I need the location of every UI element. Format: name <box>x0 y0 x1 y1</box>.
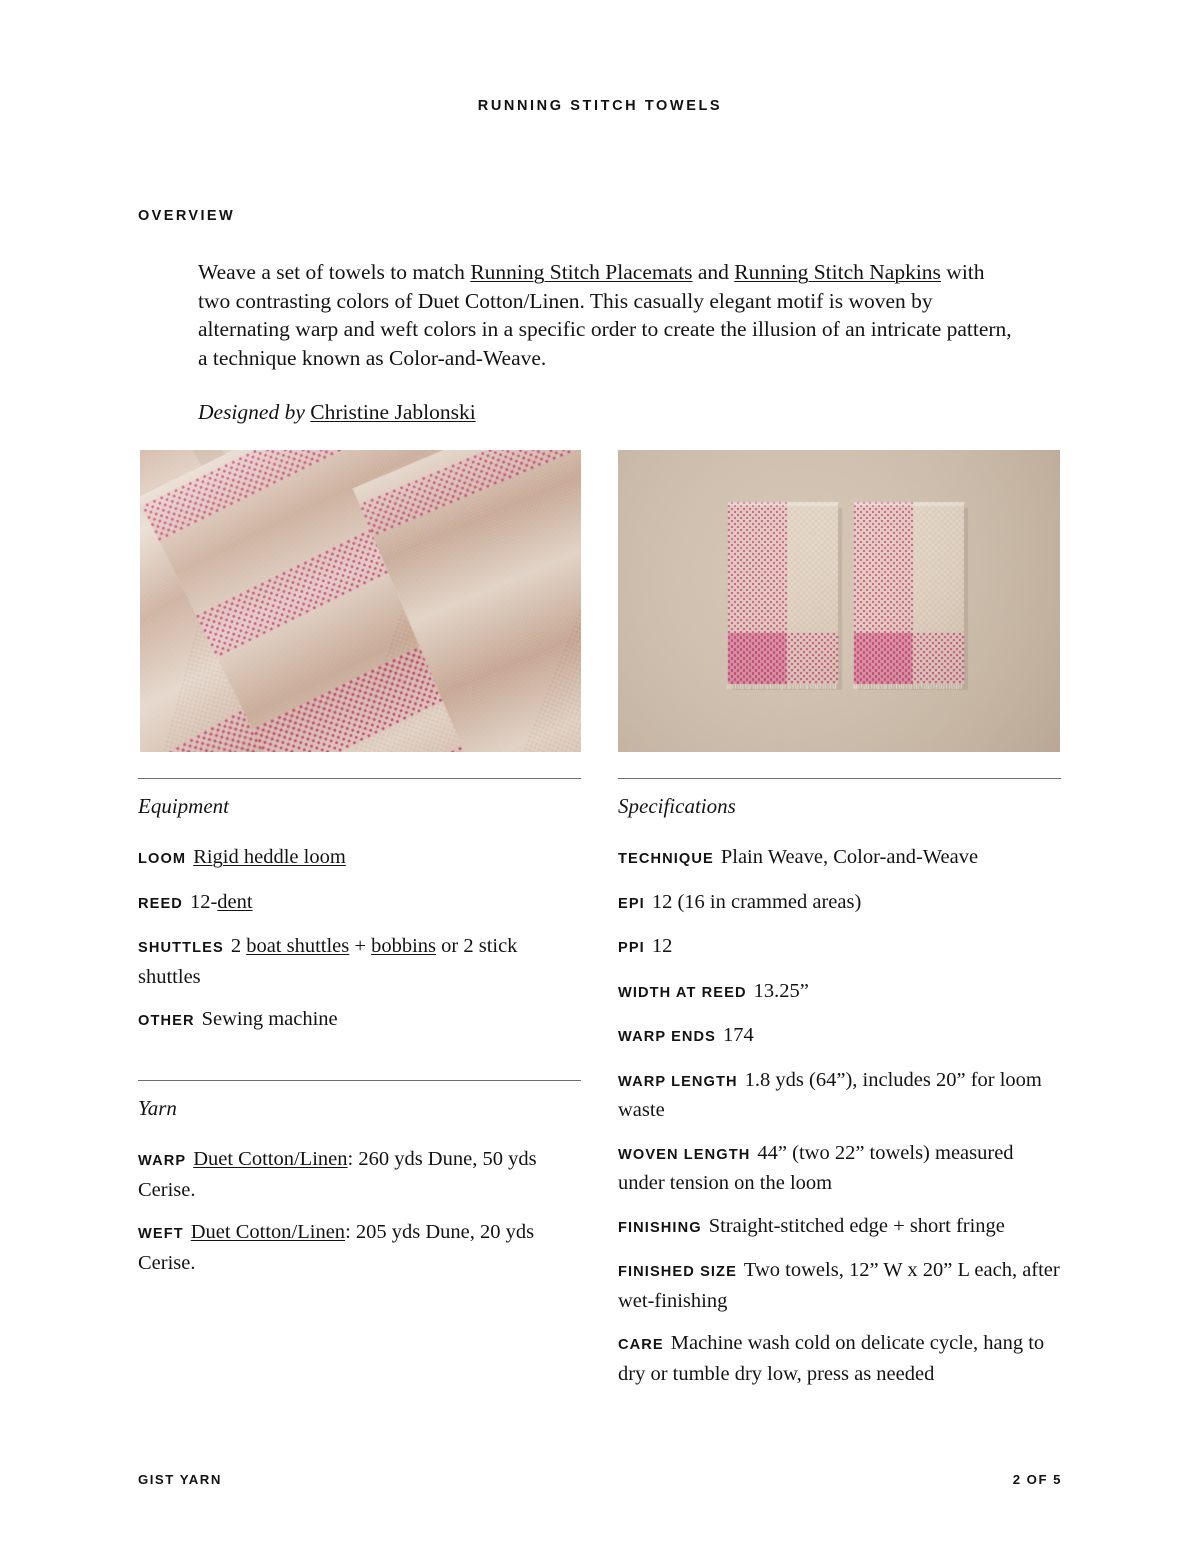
left-column <box>138 0 581 1553</box>
page-title: RUNNING STITCH TOWELS <box>477 98 723 114</box>
inline-link[interactable]: Duet Cotton/Linen <box>193 1148 348 1170</box>
yarn-title: Yarn <box>138 1096 177 1120</box>
inline-text: or 2 stick shuttles <box>138 935 518 988</box>
inline-text: 13.25” <box>753 979 809 1002</box>
spec-value <box>723 1024 754 1046</box>
yarn-block <box>138 1080 581 1277</box>
spec-label: WIDTH AT REED <box>618 984 747 1001</box>
spec-value <box>138 1148 537 1201</box>
inline-text: 12 <box>651 935 673 957</box>
document-footer <box>138 1472 1062 1487</box>
inline-link[interactable]: boat shuttles <box>246 935 350 957</box>
spec-value <box>618 1332 1044 1385</box>
specifications-title: Specifications <box>618 794 736 818</box>
inline-link[interactable]: Duet Cotton/Linen <box>190 1221 346 1243</box>
footer-page-number: 2 OF 5 <box>1012 1472 1062 1487</box>
inline-text: 2 <box>230 935 247 957</box>
spec-value <box>138 1221 534 1274</box>
inline-link[interactable]: dent <box>217 890 253 913</box>
spec-row <box>618 1066 1061 1125</box>
spec-label: SHUTTLES <box>138 940 224 956</box>
specifications-block <box>618 778 1061 1388</box>
inline-text: 1.8 yds (64”), includes 20” for loom waste <box>618 1068 1042 1121</box>
spec-row <box>138 1218 581 1277</box>
footer-brand: GIST YARN <box>138 1472 222 1487</box>
inline-text: : 205 yds Dune, 20 yds Cerise. <box>138 1221 535 1274</box>
spec-label: WARP LENGTH <box>618 1073 738 1090</box>
inline-text: + <box>349 935 372 957</box>
spec-value <box>652 935 673 957</box>
spec-row <box>618 932 1061 963</box>
spec-row <box>618 1329 1061 1388</box>
spec-value <box>652 891 861 913</box>
inline-text: and <box>692 260 735 284</box>
spec-value <box>193 846 346 868</box>
equipment-title: Equipment <box>138 794 229 818</box>
spec-row <box>138 1005 581 1036</box>
spec-row <box>138 932 581 991</box>
inline-text: with two contrasting colors of Duet Cotton/Linen. This casually elegant motif is woven by alternating warp and weft colors in a specific order to create the illusion of an intricate pattern, a technique known as Color-and-Weave. <box>198 260 1012 370</box>
inline-link[interactable]: Rigid heddle loom <box>193 846 346 868</box>
spec-row <box>138 888 581 919</box>
spec-value <box>754 980 809 1002</box>
inline-text: Machine wash cold on delicate cycle, hang to dry or tumble dry low, press as needed <box>618 1332 1045 1385</box>
inline-link[interactable]: bobbins <box>371 935 437 957</box>
spec-label: FINISHED SIZE <box>618 1264 737 1280</box>
spec-value <box>202 1008 338 1030</box>
inline-text: Straight-stitched edge + short fringe <box>708 1214 1005 1237</box>
spec-row <box>138 843 581 874</box>
spec-label: WOVEN LENGTH <box>618 1146 751 1163</box>
spec-label: EPI <box>618 895 645 912</box>
inline-text: Plain Weave, Color-and-Weave <box>720 846 979 868</box>
spec-row <box>618 1021 1061 1052</box>
inline-text: : 260 yds Dune, 50 yds Cerise. <box>138 1148 537 1201</box>
spec-label: TECHNIQUE <box>618 851 714 867</box>
spec-label: CARE <box>618 1337 664 1353</box>
spec-label: REED <box>138 895 183 912</box>
spec-value <box>721 846 978 868</box>
inline-text: Sewing machine <box>201 1008 338 1030</box>
spec-label: PPI <box>618 940 645 956</box>
spec-row <box>618 888 1061 919</box>
spec-label: WEFT <box>138 1226 184 1242</box>
spec-row <box>618 1139 1061 1198</box>
designer-link[interactable]: Christine Jablonski <box>310 400 476 425</box>
inline-text: 44” (two 22” towels) measured under tension on the loom <box>618 1141 1014 1194</box>
inline-text: 12- <box>189 890 218 913</box>
spec-row <box>618 977 1061 1008</box>
right-column <box>618 0 1061 1553</box>
spec-value <box>190 891 253 913</box>
spec-label: WARP ENDS <box>618 1029 717 1045</box>
spec-label: FINISHING <box>618 1219 702 1236</box>
section-heading-overview: OVERVIEW <box>138 208 236 224</box>
yarn-list <box>138 1121 581 1277</box>
inline-link[interactable]: Running Stitch Napkins <box>734 260 941 284</box>
spec-label: OTHER <box>138 1013 195 1029</box>
spec-row <box>618 1256 1061 1315</box>
inline-text: 174 <box>723 1024 754 1046</box>
spec-label: LOOM <box>138 851 187 867</box>
spec-label: WARP <box>138 1153 187 1169</box>
equipment-list <box>138 819 581 1036</box>
inline-link[interactable]: Running Stitch Placemats <box>470 260 693 284</box>
equipment-block <box>138 778 581 1036</box>
inline-text: Weave a set of towels to match <box>198 260 471 284</box>
specifications-list <box>618 819 1061 1388</box>
byline-prefix: Designed by <box>198 400 305 425</box>
spec-value <box>709 1215 1005 1237</box>
spec-row <box>138 1145 581 1204</box>
inline-text: Two towels, 12” W x 20” L each, after wet-finishing <box>618 1259 1060 1312</box>
spec-row <box>618 1212 1061 1243</box>
spec-row <box>618 843 1061 874</box>
inline-text: 12 (16 in crammed areas) <box>651 890 862 913</box>
